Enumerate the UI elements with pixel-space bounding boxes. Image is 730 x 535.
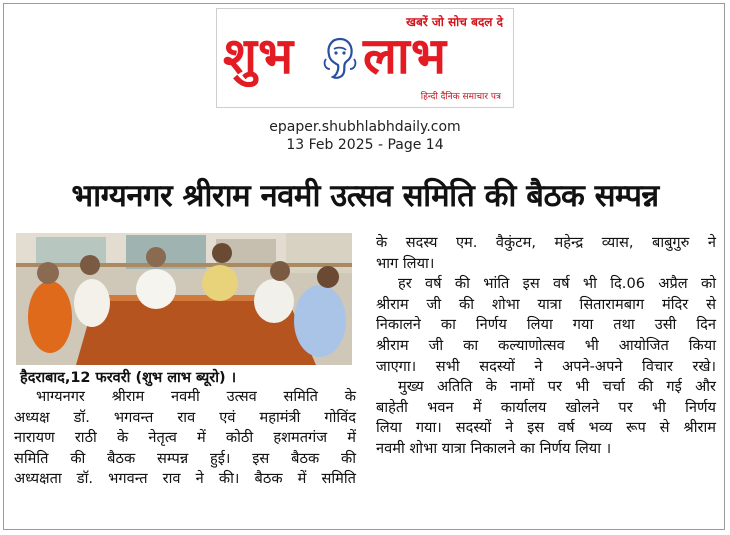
source-url[interactable]: epaper.shubhlabhdaily.com (269, 119, 461, 135)
ganesha-icon (321, 35, 359, 83)
text-line: अध्यक्षता डॉ. भगवन्त राव ने की। बैठक में समिति (14, 470, 356, 488)
article-right-column (376, 233, 716, 460)
text-line: जाएगा। सभी सदस्यों ने अपने-अपने विचार रखे। (376, 357, 716, 375)
text-line: बाहेती भवन में कार्यालय खोलने पर भी निर्णय (376, 398, 716, 416)
text-line: के सदस्य एम. वैकुंटम, महेन्द्र व्यास, बाबुगुरु ने (376, 234, 716, 251)
text-line: श्रीराम जी का कल्याणोत्सव भी आयोजित किया (376, 336, 716, 354)
text-line: लिया गया। सदस्यों ने इस वर्ष भव्य रूप से श्रीराम (376, 419, 716, 437)
masthead-logo (216, 8, 514, 108)
text-line: नारायण राठी के नेतृत्व में कोठी हशमतगंज में (14, 429, 356, 447)
text-line: भाग्यनगर श्रीराम नवमी उत्सव समिति के (36, 388, 356, 405)
article-left-column (14, 387, 356, 490)
source-date-page: 13 Feb 2025 - Page 14 (286, 137, 444, 153)
article-headline: भाग्यनगर श्रीराम नवमी उत्सव समिति की बैठक सम्पन्न (71, 178, 659, 214)
text-line: निकालने का निर्णय लिया गया तथा उसी दिन (376, 316, 716, 334)
text-line: श्रीराम जी की शोभा यात्रा सितारामबाग मंदिर से (376, 295, 716, 313)
text-line: समिति की बैठक सम्पन्न हुई। इस बैठक की (14, 449, 356, 467)
text-line: हर वर्ष की भांति इस वर्ष भी दि.06 अप्रैल को (398, 275, 716, 293)
text-line: मुख्य अतिति के नामों पर भी चर्चा की गई और (398, 378, 716, 396)
source-info (216, 118, 514, 154)
article-dateline: हैदराबाद,12 फरवरी (शुभ लाभ ब्यूरो) । (20, 370, 237, 386)
meeting-photo (16, 233, 352, 365)
text-line: नवमी शोभा यात्रा निकालने का निर्णय लिया । (376, 439, 612, 457)
brand-name-right: लाभ (363, 27, 447, 85)
masthead-subtitle: हिन्दी दैनिक समाचार पत्र (420, 92, 501, 102)
text-line: भाग लिया। (376, 254, 435, 272)
brand-name-left: शुभ (223, 27, 295, 85)
masthead-tagline: खबरें जो सोच बदल दे (406, 15, 503, 29)
text-line: अध्यक्ष डॉ. भगवन्त राव एवं महामंत्री गोविंद (14, 408, 356, 426)
